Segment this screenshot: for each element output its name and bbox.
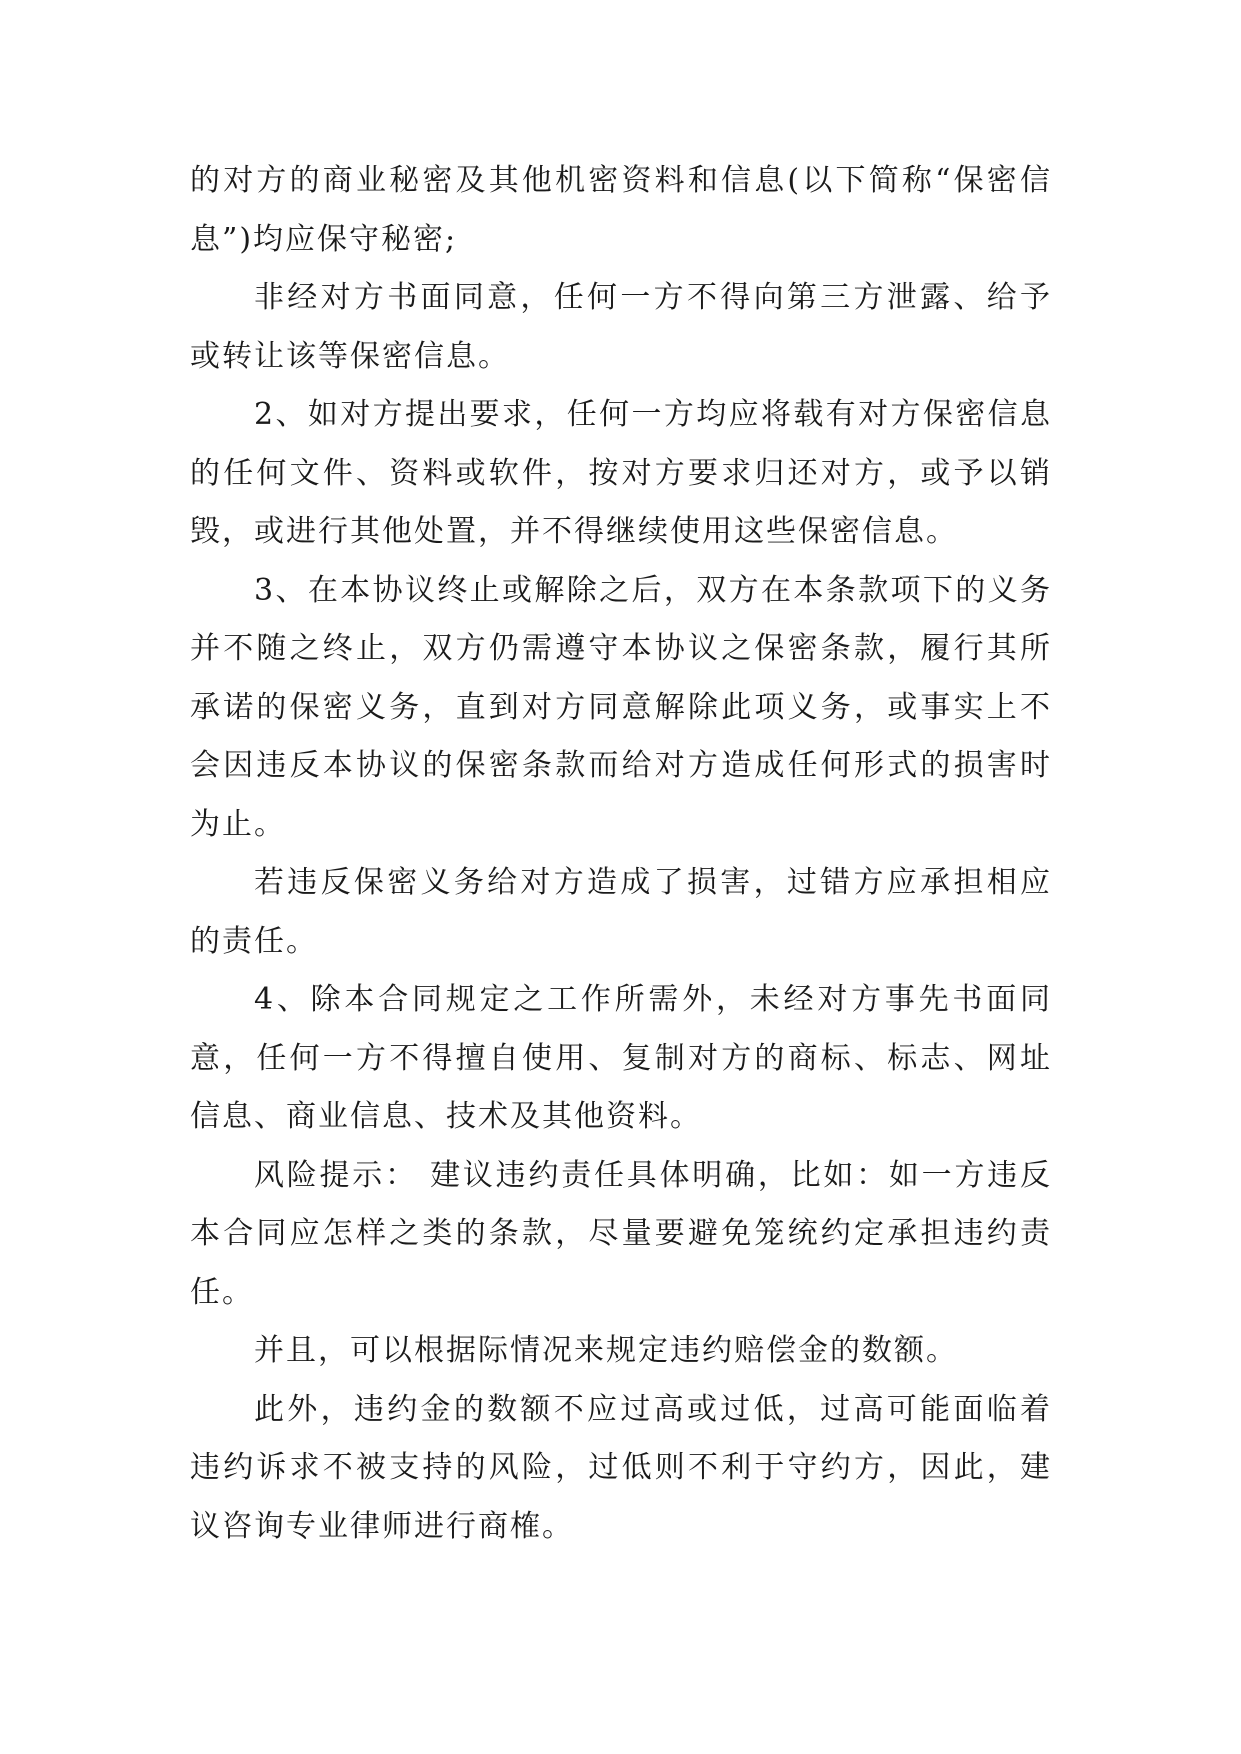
document-body [190,152,1052,1556]
paragraph-penalty-amount-advice: 此外，违约金的数额不应过高或过低，过高可能面临着违约诉求不被支持的风险，过低则不利于守约方，因此，建议咨询专业律师进行商榷。 [190,1391,1052,1544]
paragraph-liquidated-damages: 并且，可以根据际情况来规定违约赔偿金的数额。 [254,1333,958,1368]
paragraph-breach-liability: 若违反保密义务给对方造成了损害，过错方应承担相应的责任。 [190,865,1052,959]
paragraph-risk-notice: 风险提示： 建议违约责任具体明确，比如：如一方违反本合同应怎样之类的条款，尽量要避免笼统约定承担违约责任。 [190,1157,1052,1310]
paragraph-confidential-info-definition: 的对方的商业秘密及其他机密资料和信息(以下简称“保密信息”)均应保守秘密; [190,163,1052,257]
paragraph-clause-3-survival: 3、在本协议终止或解除之后，双方在本条款项下的义务并不随之终止，双方仍需遵守本协议之保密条款，履行其所承诺的保密义务，直到对方同意解除此项义务，或事实上不会因违反本协议的保密条款而给对方造成任何形式的损害时为止。 [190,572,1052,842]
paragraph-clause-4-trademark-use: 4、除本合同规定之工作所需外，未经对方事先书面同意，任何一方不得擅自使用、复制对方的商标、标志、网址信息、商业信息、技术及其他资料。 [190,982,1052,1134]
paragraph-clause-2-return-materials: 2、如对方提出要求，任何一方均应将载有对方保密信息的任何文件、资料或软件，按对方要求归还对方，或予以销毁，或进行其他处置，并不得继续使用这些保密信息。 [190,397,1052,549]
paragraph-no-disclosure: 非经对方书面同意，任何一方不得向第三方泄露、给予或转让该等保密信息。 [190,280,1052,374]
